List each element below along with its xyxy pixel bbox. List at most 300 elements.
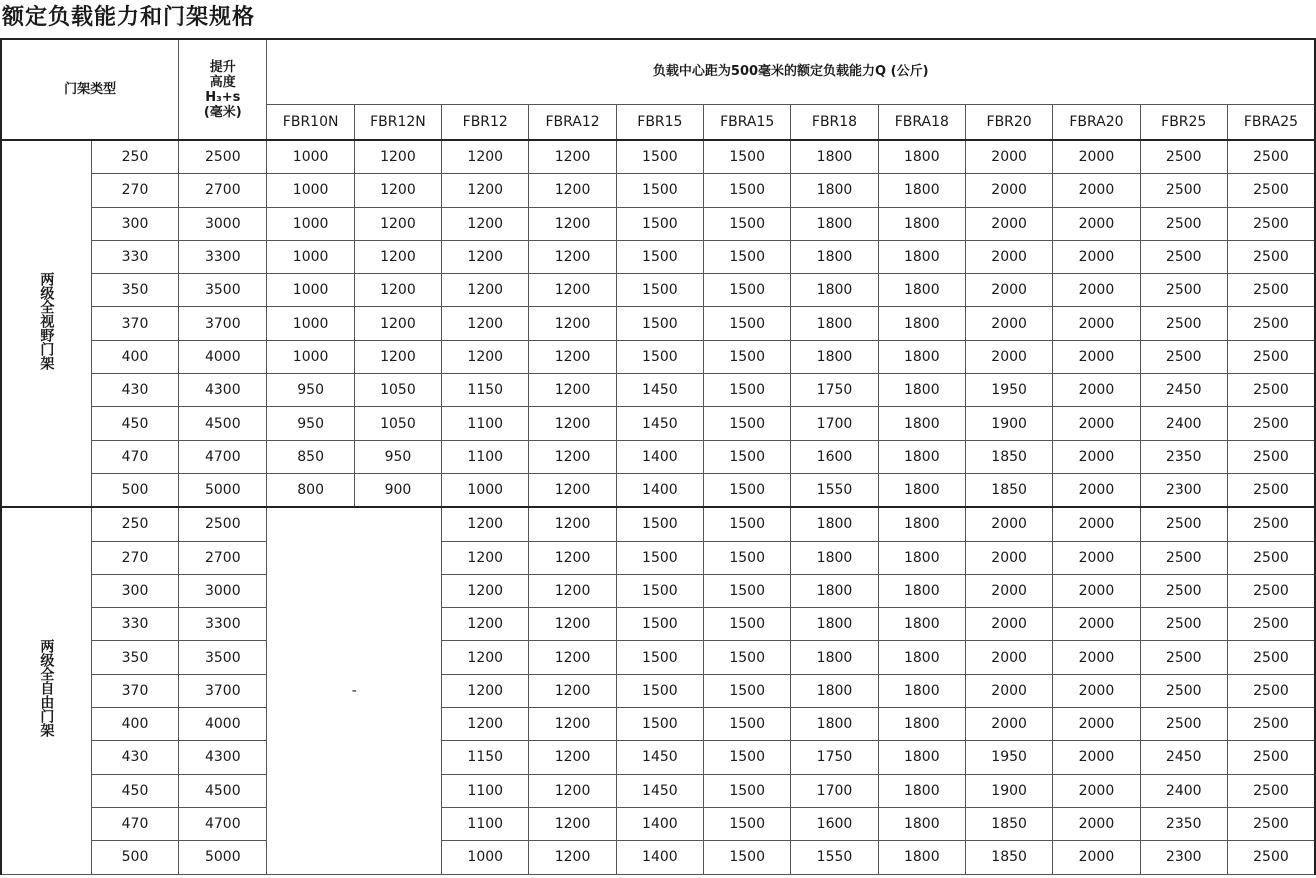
capacity-cell: 1850 xyxy=(965,841,1052,874)
capacity-cell: 2000 xyxy=(965,608,1052,641)
capacity-cell: 2000 xyxy=(1053,473,1140,507)
capacity-cell: 2300 xyxy=(1140,473,1227,507)
capacity-cell: 1800 xyxy=(878,140,965,174)
capacity-cell: 1750 xyxy=(791,741,878,774)
capacity-cell: 1800 xyxy=(878,507,965,541)
capacity-cell: 1200 xyxy=(442,641,529,674)
table-row xyxy=(1,440,1315,473)
capacity-cell: 2500 xyxy=(1140,641,1227,674)
capacity-cell: 1800 xyxy=(878,807,965,840)
capacity-cell: 1200 xyxy=(354,274,441,307)
mast-size-cell: 330 xyxy=(91,608,178,641)
mast-size-cell: 300 xyxy=(91,207,178,240)
capacity-cell: 2500 xyxy=(1140,274,1227,307)
capacity-cell: 1050 xyxy=(354,374,441,407)
mast-group-name: 两级全自由门架 xyxy=(38,639,55,738)
table-row xyxy=(1,240,1315,273)
capacity-cell: 2500 xyxy=(1140,140,1227,174)
capacity-cell: 1200 xyxy=(442,708,529,741)
table-row xyxy=(1,174,1315,207)
lift-height-cell: 2700 xyxy=(179,174,267,207)
capacity-cell: 1200 xyxy=(529,507,616,541)
capacity-cell: 2500 xyxy=(1227,708,1315,741)
table-row xyxy=(1,274,1315,307)
model-header: FBR20 xyxy=(965,105,1052,141)
capacity-cell: 2500 xyxy=(1227,140,1315,174)
mast-size-cell: 470 xyxy=(91,440,178,473)
capacity-cell: 1200 xyxy=(529,574,616,607)
capacity-cell: 2500 xyxy=(1227,741,1315,774)
capacity-cell: 900 xyxy=(354,473,441,507)
lift-height-cell: 2700 xyxy=(179,541,267,574)
capacity-cell: 2000 xyxy=(1053,407,1140,440)
capacity-cell: 2350 xyxy=(1140,440,1227,473)
capacity-cell: 2000 xyxy=(965,674,1052,707)
capacity-cell: 1200 xyxy=(529,841,616,874)
capacity-cell: 1500 xyxy=(704,507,791,541)
capacity-cell: 1000 xyxy=(267,307,354,340)
capacity-cell: 2000 xyxy=(1053,608,1140,641)
capacity-cell: 1800 xyxy=(878,841,965,874)
capacity-cell: 2500 xyxy=(1227,374,1315,407)
table-row xyxy=(1,774,1315,807)
mast-size-cell: 330 xyxy=(91,240,178,273)
lift-height-cell: 2500 xyxy=(179,507,267,541)
capacity-cell: 1200 xyxy=(442,274,529,307)
capacity-cell: 2500 xyxy=(1227,774,1315,807)
table-row xyxy=(1,708,1315,741)
capacity-cell: 2500 xyxy=(1227,507,1315,541)
model-header: FBR12N xyxy=(354,105,441,141)
capacity-cell: 2500 xyxy=(1227,240,1315,273)
capacity-cell: 1500 xyxy=(704,340,791,373)
capacity-cell: 1500 xyxy=(704,807,791,840)
capacity-cell: 1200 xyxy=(442,140,529,174)
model-header: FBR25 xyxy=(1140,105,1227,141)
capacity-cell: 1150 xyxy=(442,741,529,774)
capacity-cell: 1500 xyxy=(616,574,703,607)
lift-height-cell: 3300 xyxy=(179,240,267,273)
capacity-cell: 2000 xyxy=(965,140,1052,174)
capacity-cell: 2500 xyxy=(1227,440,1315,473)
lift-height-header xyxy=(179,39,267,140)
capacity-cell: 1500 xyxy=(616,307,703,340)
lift-height-cell: 3700 xyxy=(179,674,267,707)
capacity-cell: 1600 xyxy=(791,440,878,473)
lift-height-header-line: 高度 xyxy=(209,74,236,90)
capacity-cell: 1100 xyxy=(442,440,529,473)
lift-height-cell: 4000 xyxy=(179,708,267,741)
capacity-cell: 2500 xyxy=(1227,207,1315,240)
mast-size-cell: 500 xyxy=(91,473,178,507)
lift-height-cell: 3500 xyxy=(179,641,267,674)
capacity-cell: 2000 xyxy=(965,708,1052,741)
capacity-cell: 1200 xyxy=(529,307,616,340)
capacity-cell: 1000 xyxy=(267,274,354,307)
table-row xyxy=(1,307,1315,340)
mast-size-cell: 400 xyxy=(91,340,178,373)
capacity-cell: 1200 xyxy=(529,440,616,473)
capacity-cell: 2500 xyxy=(1227,174,1315,207)
capacity-cell: 2350 xyxy=(1140,807,1227,840)
capacity-cell: 1200 xyxy=(529,807,616,840)
capacity-cell: 1200 xyxy=(354,340,441,373)
mast-size-cell: 250 xyxy=(91,140,178,174)
capacity-cell: 1500 xyxy=(704,708,791,741)
capacity-cell: 1800 xyxy=(878,240,965,273)
capacity-cell: 2500 xyxy=(1140,608,1227,641)
capacity-cell: 1800 xyxy=(878,708,965,741)
capacity-cell: 2000 xyxy=(1053,207,1140,240)
capacity-cell: 2300 xyxy=(1140,841,1227,874)
capacity-cell: 1200 xyxy=(442,507,529,541)
capacity-cell: 1800 xyxy=(878,307,965,340)
capacity-cell: 1500 xyxy=(616,608,703,641)
capacity-cell: 1500 xyxy=(616,274,703,307)
table-row xyxy=(1,374,1315,407)
capacity-cell: 1500 xyxy=(616,340,703,373)
table-row xyxy=(1,674,1315,707)
capacity-cell: 2000 xyxy=(965,574,1052,607)
mast-size-cell: 350 xyxy=(91,274,178,307)
capacity-cell: 1500 xyxy=(704,240,791,273)
capacity-cell: 1450 xyxy=(616,741,703,774)
mast-size-cell: 400 xyxy=(91,708,178,741)
capacity-cell: 2450 xyxy=(1140,741,1227,774)
capacity-cell: 2000 xyxy=(965,307,1052,340)
capacity-cell: 1950 xyxy=(965,741,1052,774)
lift-height-cell: 4000 xyxy=(179,340,267,373)
capacity-cell: 2500 xyxy=(1227,541,1315,574)
capacity-cell: 1500 xyxy=(616,140,703,174)
model-header: FBRA25 xyxy=(1227,105,1315,141)
capacity-cell: 2000 xyxy=(1053,174,1140,207)
capacity-cell: 2500 xyxy=(1227,641,1315,674)
page-title: 额定负载能力和门架规格 xyxy=(2,5,256,30)
mast-size-cell: 370 xyxy=(91,307,178,340)
capacity-cell: 2000 xyxy=(1053,674,1140,707)
capacity-cell: 2400 xyxy=(1140,774,1227,807)
capacity-cell: 2500 xyxy=(1227,807,1315,840)
capacity-cell: 1200 xyxy=(354,174,441,207)
capacity-cell: 1200 xyxy=(442,674,529,707)
capacity-cell: 1750 xyxy=(791,374,878,407)
table-body xyxy=(1,140,1315,874)
lift-height-cell: 4700 xyxy=(179,807,267,840)
capacity-cell: 1800 xyxy=(878,407,965,440)
capacity-cell: 1500 xyxy=(704,741,791,774)
capacity-cell: 1200 xyxy=(529,407,616,440)
capacity-cell: 1850 xyxy=(965,807,1052,840)
capacity-cell: 1800 xyxy=(878,374,965,407)
table-row xyxy=(1,841,1315,874)
capacity-cell: 2500 xyxy=(1140,674,1227,707)
capacity-cell: 1800 xyxy=(791,307,878,340)
table-row xyxy=(1,608,1315,641)
mast-size-cell: 450 xyxy=(91,407,178,440)
capacity-cell: 1800 xyxy=(791,507,878,541)
capacity-cell: 2500 xyxy=(1140,507,1227,541)
capacity-cell: 1200 xyxy=(529,207,616,240)
capacity-cell: 2000 xyxy=(1053,440,1140,473)
capacity-cell: 2000 xyxy=(1053,807,1140,840)
capacity-cell: 1500 xyxy=(704,440,791,473)
capacity-cell: 1800 xyxy=(791,708,878,741)
capacity-cell: 1700 xyxy=(791,774,878,807)
capacity-cell: 2000 xyxy=(1053,841,1140,874)
capacity-cell: 1500 xyxy=(704,608,791,641)
capacity-cell: 1500 xyxy=(704,407,791,440)
capacity-cell: 1700 xyxy=(791,407,878,440)
lift-height-cell: 3000 xyxy=(179,574,267,607)
capacity-cell: 2000 xyxy=(1053,374,1140,407)
capacity-cell: 2500 xyxy=(1227,407,1315,440)
capacity-cell: 2450 xyxy=(1140,374,1227,407)
capacity-cell: 1400 xyxy=(616,807,703,840)
capacity-cell: 1450 xyxy=(616,774,703,807)
capacity-cell: 1800 xyxy=(878,674,965,707)
mast-size-cell: 430 xyxy=(91,374,178,407)
model-header: FBR12 xyxy=(442,105,529,141)
capacity-cell: 1800 xyxy=(791,641,878,674)
table-row xyxy=(1,140,1315,174)
mast-size-cell: 370 xyxy=(91,674,178,707)
capacity-cell: 1800 xyxy=(878,541,965,574)
capacity-cell: 1200 xyxy=(354,240,441,273)
lift-height-header-line: 提升 xyxy=(209,59,236,75)
capacity-cell: 2500 xyxy=(1227,307,1315,340)
capacity-cell: 1200 xyxy=(529,340,616,373)
capacity-cell: 2000 xyxy=(1053,240,1140,273)
table-row xyxy=(1,541,1315,574)
capacity-cell: 1600 xyxy=(791,807,878,840)
capacity-cell: 850 xyxy=(267,440,354,473)
capacity-cell: 1800 xyxy=(878,174,965,207)
capacity-cell: 2500 xyxy=(1140,574,1227,607)
capacity-cell: 2000 xyxy=(1053,340,1140,373)
capacity-cell: 1100 xyxy=(442,807,529,840)
capacity-cell: 1800 xyxy=(878,274,965,307)
capacity-cell: 1200 xyxy=(442,207,529,240)
capacity-cell: 1500 xyxy=(704,574,791,607)
capacity-cell: 2500 xyxy=(1140,541,1227,574)
lift-height-cell: 3000 xyxy=(179,207,267,240)
lift-height-cell: 5000 xyxy=(179,841,267,874)
capacity-cell: 2000 xyxy=(1053,507,1140,541)
lift-height-header-line: H₃+s xyxy=(205,89,241,105)
mast-type-header: 门架类型 xyxy=(1,39,179,140)
model-header: FBR10N xyxy=(267,105,354,141)
capacity-cell: 1400 xyxy=(616,473,703,507)
capacity-cell: 1100 xyxy=(442,407,529,440)
capacity-cell: 1800 xyxy=(791,574,878,607)
lift-height-cell: 3300 xyxy=(179,608,267,641)
model-header: FBR18 xyxy=(791,105,878,141)
table-row xyxy=(1,507,1315,541)
capacity-cell: 2000 xyxy=(1053,140,1140,174)
capacity-cell: 1900 xyxy=(965,407,1052,440)
mast-size-cell: 270 xyxy=(91,174,178,207)
capacity-cell: 1000 xyxy=(267,140,354,174)
capacity-cell: 2500 xyxy=(1140,307,1227,340)
model-header: FBRA12 xyxy=(529,105,616,141)
capacity-cell: 1200 xyxy=(442,240,529,273)
capacity-cell: 950 xyxy=(354,440,441,473)
capacity-cell: 1800 xyxy=(878,207,965,240)
table-row xyxy=(1,807,1315,840)
mast-size-cell: 470 xyxy=(91,807,178,840)
mast-size-cell: 500 xyxy=(91,841,178,874)
capacity-cell: 1800 xyxy=(791,608,878,641)
mast-size-cell: 250 xyxy=(91,507,178,541)
capacity-cell: 1500 xyxy=(704,174,791,207)
capacity-cell: 1500 xyxy=(704,774,791,807)
capacity-cell: 1200 xyxy=(354,140,441,174)
capacity-cell: 1850 xyxy=(965,473,1052,507)
capacity-cell: 2000 xyxy=(965,340,1052,373)
model-header: FBRA20 xyxy=(1053,105,1140,141)
capacity-cell: 2000 xyxy=(1053,774,1140,807)
mast-group-name: 两级全视野门架 xyxy=(38,272,55,371)
lift-height-cell: 4500 xyxy=(179,774,267,807)
capacity-cell: 1450 xyxy=(616,374,703,407)
capacity-cell: 1200 xyxy=(529,174,616,207)
capacity-cell: 1050 xyxy=(354,407,441,440)
capacity-cell: 1200 xyxy=(529,274,616,307)
lift-height-header-line: (毫米) xyxy=(203,104,242,120)
capacity-cell: 2000 xyxy=(1053,541,1140,574)
capacity-cell: 2000 xyxy=(1053,274,1140,307)
capacity-cell: 2400 xyxy=(1140,407,1227,440)
capacity-cell: 2500 xyxy=(1227,574,1315,607)
capacity-cell: 2500 xyxy=(1140,174,1227,207)
capacity-cell: 2000 xyxy=(1053,574,1140,607)
capacity-cell: 1800 xyxy=(791,240,878,273)
table-row xyxy=(1,574,1315,607)
capacity-cell: 2000 xyxy=(965,541,1052,574)
capacity-cell: 1850 xyxy=(965,440,1052,473)
capacity-cell: 1900 xyxy=(965,774,1052,807)
lift-height-cell: 4300 xyxy=(179,741,267,774)
model-header: FBRA18 xyxy=(878,105,965,141)
capacity-cell: 800 xyxy=(267,473,354,507)
capacity-cell: 1500 xyxy=(704,207,791,240)
capacity-cell: 2500 xyxy=(1140,340,1227,373)
capacity-cell: 1800 xyxy=(878,440,965,473)
capacity-cell: 1200 xyxy=(529,541,616,574)
capacity-cell: 1200 xyxy=(529,708,616,741)
capacity-cell: 2000 xyxy=(1053,307,1140,340)
capacity-cell: 1000 xyxy=(267,340,354,373)
capacity-cell: 1550 xyxy=(791,841,878,874)
capacity-cell: 1500 xyxy=(704,307,791,340)
capacity-cell: 2500 xyxy=(1227,274,1315,307)
capacity-cell: 1200 xyxy=(442,574,529,607)
table-row xyxy=(1,340,1315,373)
capacity-group-header: 负载中心距为500毫米的额定负载能力Q (公斤) xyxy=(267,39,1315,105)
capacity-cell: 1000 xyxy=(442,841,529,874)
capacity-cell: 1800 xyxy=(878,574,965,607)
mast-size-cell: 350 xyxy=(91,641,178,674)
capacity-cell: 1500 xyxy=(616,708,703,741)
capacity-cell: 1100 xyxy=(442,774,529,807)
mast-size-cell: 450 xyxy=(91,774,178,807)
capacity-cell: 1200 xyxy=(354,307,441,340)
capacity-cell: 1800 xyxy=(878,340,965,373)
capacity-cell: 2500 xyxy=(1227,841,1315,874)
model-header: FBRA15 xyxy=(704,105,791,141)
capacity-cell: 1500 xyxy=(704,641,791,674)
table-row xyxy=(1,741,1315,774)
capacity-cell: 1800 xyxy=(878,608,965,641)
capacity-cell: 1800 xyxy=(791,174,878,207)
capacity-cell: 1800 xyxy=(878,774,965,807)
capacity-cell: 1500 xyxy=(616,174,703,207)
capacity-cell: 1800 xyxy=(791,140,878,174)
table-row xyxy=(1,473,1315,507)
capacity-cell: 2500 xyxy=(1140,708,1227,741)
capacity-cell: 1500 xyxy=(704,140,791,174)
capacity-cell: 1800 xyxy=(791,541,878,574)
capacity-cell: 1500 xyxy=(704,274,791,307)
capacity-cell: 1800 xyxy=(791,674,878,707)
capacity-cell: 1500 xyxy=(616,507,703,541)
lift-height-cell: 3700 xyxy=(179,307,267,340)
table-row xyxy=(1,641,1315,674)
capacity-cell: 1200 xyxy=(529,674,616,707)
lift-height-cell: 5000 xyxy=(179,473,267,507)
capacity-cell: 1500 xyxy=(704,841,791,874)
mast-group-label xyxy=(1,140,91,507)
capacity-cell: 2000 xyxy=(965,240,1052,273)
table-row xyxy=(1,407,1315,440)
lift-height-cell: 4500 xyxy=(179,407,267,440)
capacity-cell: 950 xyxy=(267,407,354,440)
capacity-cell: 1400 xyxy=(616,841,703,874)
capacity-cell: 2000 xyxy=(965,641,1052,674)
capacity-cell: 1200 xyxy=(442,541,529,574)
capacity-cell: 1200 xyxy=(529,741,616,774)
capacity-cell: 2500 xyxy=(1140,240,1227,273)
not-available-cell: - xyxy=(267,507,442,874)
capacity-cell: 1500 xyxy=(616,207,703,240)
capacity-cell: 1500 xyxy=(616,674,703,707)
capacity-cell: 1150 xyxy=(442,374,529,407)
capacity-cell: 1500 xyxy=(704,473,791,507)
lift-height-cell: 4300 xyxy=(179,374,267,407)
capacity-cell: 1200 xyxy=(529,774,616,807)
capacity-cell: 1800 xyxy=(878,741,965,774)
capacity-cell: 1200 xyxy=(442,307,529,340)
mast-group-label xyxy=(1,507,91,874)
capacity-cell: 1200 xyxy=(529,641,616,674)
capacity-cell: 1800 xyxy=(791,274,878,307)
capacity-cell: 1500 xyxy=(616,641,703,674)
capacity-cell: 1450 xyxy=(616,407,703,440)
capacity-cell: 2500 xyxy=(1227,340,1315,373)
capacity-cell: 1400 xyxy=(616,440,703,473)
capacity-cell: 2000 xyxy=(965,507,1052,541)
capacity-cell: 2000 xyxy=(1053,641,1140,674)
capacity-cell: 1200 xyxy=(354,207,441,240)
capacity-cell: 1000 xyxy=(267,174,354,207)
capacity-cell: 1200 xyxy=(529,374,616,407)
capacity-cell: 1000 xyxy=(442,473,529,507)
capacity-cell: 1500 xyxy=(704,541,791,574)
capacity-cell: 1500 xyxy=(704,374,791,407)
capacity-cell: 1800 xyxy=(878,641,965,674)
capacity-cell: 2500 xyxy=(1227,608,1315,641)
